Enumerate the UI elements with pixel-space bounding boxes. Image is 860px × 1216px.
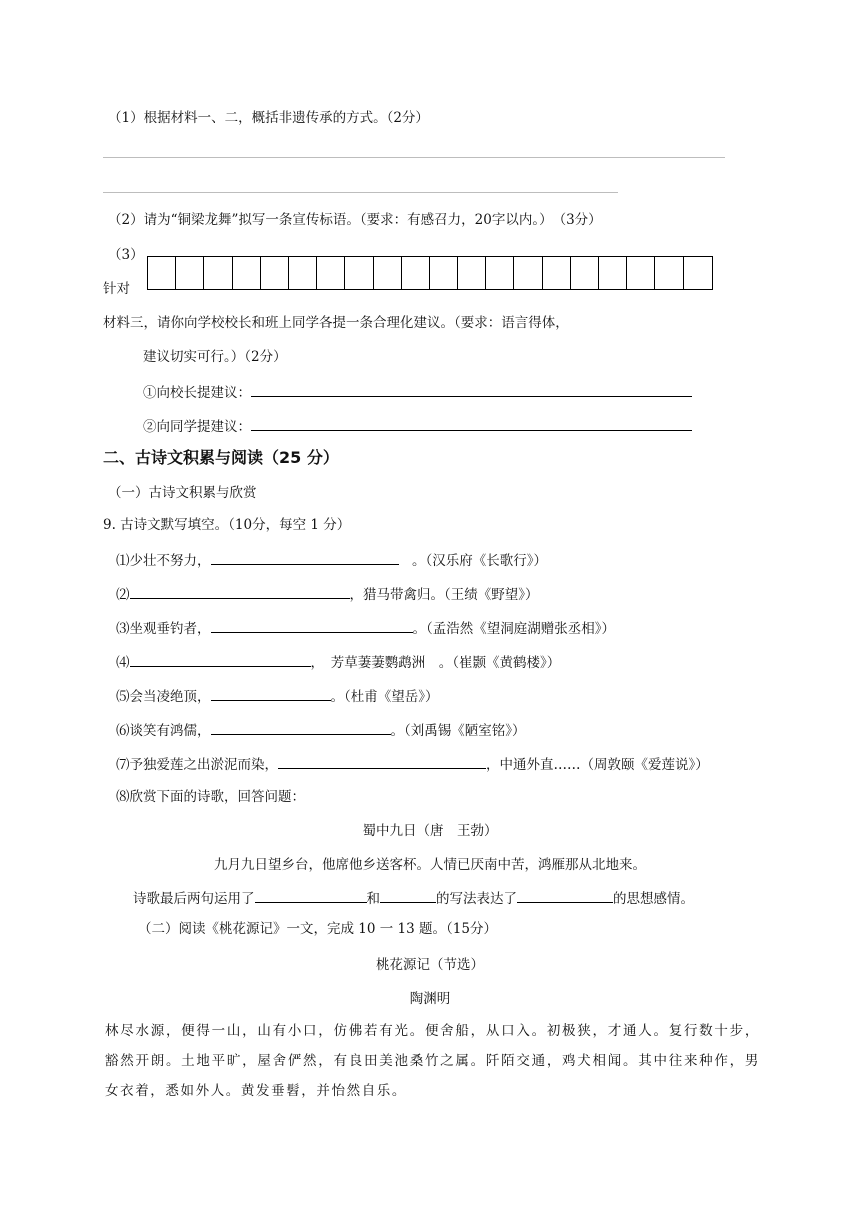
blank-text: ⑺予独爱莲之出淤泥而染，	[116, 757, 278, 773]
question-8-text: 的思想感情。	[613, 891, 694, 907]
grid-cell[interactable]	[571, 257, 599, 289]
answer-blank[interactable]	[251, 382, 692, 397]
grid-cell[interactable]	[261, 257, 289, 289]
grid-cell[interactable]	[684, 257, 712, 289]
answer-blank[interactable]	[278, 754, 486, 769]
question-9: 9. 古诗文默写填空。（10分，每空 1 分）	[103, 517, 351, 533]
answer-blank[interactable]	[130, 584, 350, 599]
blank-text: ⑴少壮不努力，	[116, 553, 211, 569]
suggestion-classmates-label: ②向同学提建议：	[143, 419, 251, 435]
blank-text: 。（杜甫《望岳》）	[330, 689, 439, 705]
blank-text: ，中通外直……（周敦颐《爱莲说》）	[486, 757, 709, 773]
question-1: （1）根据材料一、二，概括非遗传承的方式。（2分）	[108, 110, 429, 126]
answer-line[interactable]	[103, 192, 618, 193]
grid-cell[interactable]	[233, 257, 261, 289]
blank-text: ⑹谈笑有鸿儒，	[116, 723, 211, 739]
poem-text: 九月九日望乡台，他席他乡送客杯。人情已厌南中苦，鸿雁那从北地来。	[214, 857, 646, 873]
question-8-intro: ⑻欣赏下面的诗歌，回答问题：	[116, 789, 305, 805]
question-2: （2）请为“铜梁龙舞”拟写一条宣传标语。（要求：有感召力，20字以内。） （3分）	[108, 212, 602, 228]
answer-blank[interactable]	[211, 686, 331, 701]
answer-blank[interactable]	[380, 888, 436, 903]
grid-cell[interactable]	[374, 257, 402, 289]
blank-text: ⑷	[116, 655, 130, 671]
subsection-heading: （二）阅读《桃花源记》一文，完成 10 一 13 题。（15分）	[138, 921, 497, 937]
answer-blank[interactable]	[255, 888, 367, 903]
grid-cell[interactable]	[599, 257, 627, 289]
grid-cell[interactable]	[655, 257, 683, 289]
grid-cell[interactable]	[317, 257, 345, 289]
blank-text: 。（刘禹锡《陋室铭》）	[390, 723, 526, 739]
answer-blank[interactable]	[211, 720, 391, 735]
section-heading: 二、古诗文积累与阅读（25 分）	[103, 448, 339, 467]
answer-blank[interactable]	[211, 618, 413, 633]
grid-cell[interactable]	[345, 257, 373, 289]
question-3-prefix: 针对	[103, 281, 130, 297]
blank-text: ⑵	[116, 587, 130, 603]
grid-cell[interactable]	[204, 257, 232, 289]
answer-blank[interactable]	[251, 416, 692, 431]
blank-item	[116, 720, 526, 740]
blank-text: 。（汉乐府《长歌行》）	[398, 553, 547, 569]
grid-cell[interactable]	[289, 257, 317, 289]
question-3-line2: 建议切实可行。）（2分）	[143, 349, 287, 365]
grid-cell[interactable]	[402, 257, 430, 289]
grid-cell[interactable]	[543, 257, 571, 289]
blank-text: 。（孟浩然《望洞庭湖赠张丞相》）	[412, 621, 615, 637]
blank-item	[116, 652, 560, 672]
grid-cell[interactable]	[514, 257, 542, 289]
answer-line[interactable]	[103, 157, 725, 158]
grid-cell[interactable]	[458, 257, 486, 289]
passage-author: 陶渊明	[409, 991, 451, 1007]
poem-title: 蜀中九日（唐 王勃）	[362, 823, 498, 839]
blank-item	[116, 584, 539, 604]
question-8-text: 和	[366, 891, 380, 907]
grid-cell[interactable]	[176, 257, 204, 289]
question-8	[133, 888, 694, 908]
blank-text: ，猎马带禽归。（王绩《野望》）	[349, 587, 539, 603]
question-3-line1: 材料三，请你向学校校长和班上同学各提一条合理化建议。（要求：语言得体，	[103, 315, 569, 331]
passage-body: 林尽水源，便得一山，山有小口，仿佛若有光。便舍船，从口入。初极狭，才通人。复行数十步，豁然开朗。土地平旷，屋舍俨然，有良田美池桑竹之属。阡陌交通，鸡犬相闻。其中往来种作，男女衣着，悉如外人。黄发垂髫，并怡然自乐。	[105, 1023, 760, 1099]
answer-blank[interactable]	[517, 888, 613, 903]
answer-grid[interactable]	[147, 256, 713, 290]
grid-cell[interactable]	[627, 257, 655, 289]
answer-blank[interactable]	[130, 652, 311, 667]
suggestion-classmates	[143, 416, 692, 436]
blank-text: ⑶坐观垂钓者，	[116, 621, 211, 637]
passage-title: 桃花源记（节选）	[376, 957, 484, 973]
grid-cell[interactable]	[148, 257, 176, 289]
blank-item	[116, 550, 547, 570]
answer-blank[interactable]	[211, 550, 399, 565]
suggestion-principal-label: ①向校长提建议：	[143, 385, 251, 401]
question-8-text: 的写法表达了	[436, 891, 517, 907]
grid-cell[interactable]	[430, 257, 458, 289]
suggestion-principal	[143, 382, 692, 402]
blank-item	[116, 754, 709, 774]
blank-text: ⑸会当凌绝顶，	[116, 689, 211, 705]
blank-item	[116, 686, 439, 706]
question-8-text: 诗歌最后两句运用了	[133, 891, 255, 907]
blank-text: ， 芳草萋萋鹦鹉洲 。（崔颢《黄鹤楼》）	[310, 655, 561, 671]
question-3-number: （3）	[108, 247, 144, 263]
blank-item	[116, 618, 615, 638]
grid-cell[interactable]	[486, 257, 514, 289]
subsection-heading: （一）古诗文积累与欣赏	[108, 485, 257, 501]
